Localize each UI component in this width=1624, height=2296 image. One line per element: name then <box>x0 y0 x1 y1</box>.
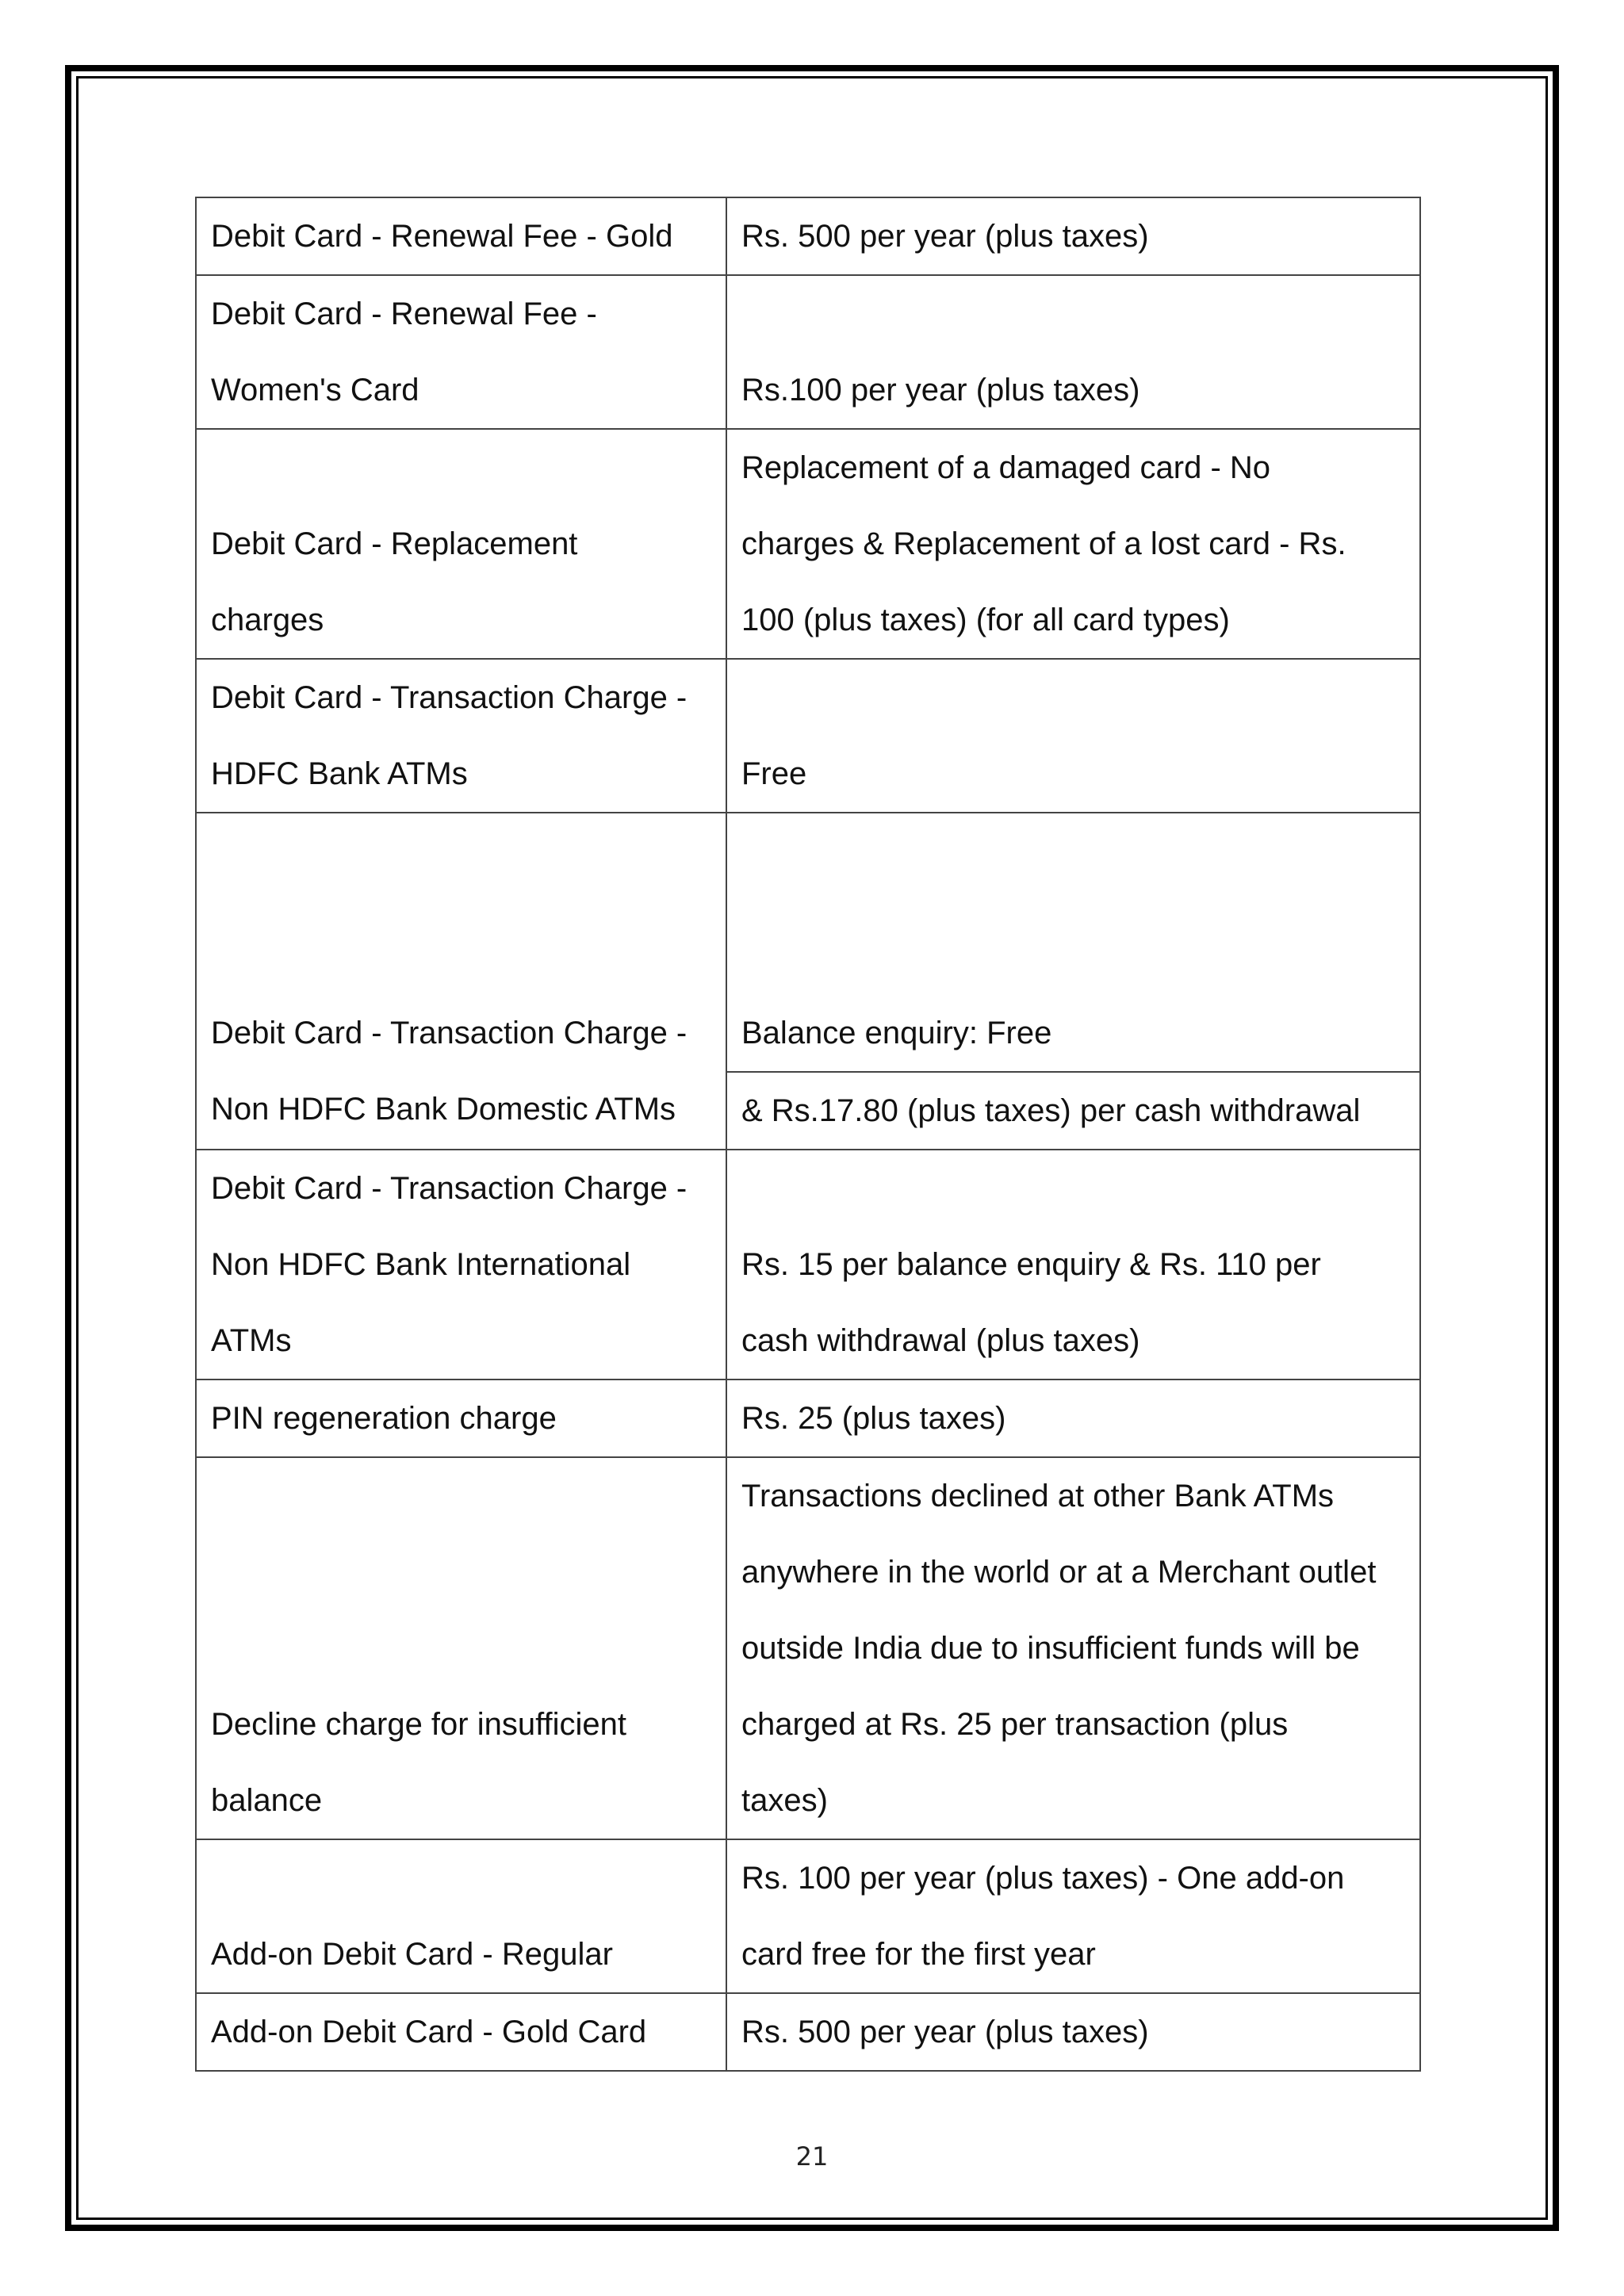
fee-value: Rs. 500 per year (plus taxes) <box>726 1993 1420 2071</box>
table-row <box>196 1993 1420 2071</box>
fee-value: Rs. 500 per year (plus taxes) <box>726 197 1420 275</box>
fee-value: Transactions declined at other Bank ATMs anywhere in the world or at a Merchant outlet outside India due to insufficient funds will be charged at Rs. 25 per transaction (plus taxes) <box>726 1457 1420 1839</box>
balance-enquiry-cell: Balance enquiry: Free <box>727 813 1419 1073</box>
page-number: 21 <box>795 2141 829 2172</box>
table-row <box>196 275 1420 429</box>
fee-value: Rs. 25 (plus taxes) <box>726 1380 1420 1457</box>
fee-value: Free <box>726 659 1420 813</box>
table-row <box>196 1380 1420 1457</box>
table-row <box>196 1839 1420 1993</box>
table-row <box>196 1457 1420 1839</box>
table-row <box>196 659 1420 813</box>
fee-label: Debit Card - Replacement charges <box>196 429 726 659</box>
fee-label: Debit Card - Transaction Charge - Non HDFC Bank Domestic ATMs <box>196 813 726 1150</box>
fee-value: Rs. 15 per balance enquiry & Rs. 110 per cash withdrawal (plus taxes) <box>726 1150 1420 1380</box>
fee-label: Decline charge for insufficient balance <box>196 1457 726 1839</box>
fee-value <box>726 813 1420 1150</box>
fee-value: Rs. 100 per year (plus taxes) - One add-on card free for the first year <box>726 1839 1420 1993</box>
fee-label: Debit Card - Transaction Charge - Non HDFC Bank International ATMs <box>196 1150 726 1380</box>
table-row <box>196 197 1420 275</box>
table-row <box>196 813 1420 1150</box>
fee-label: Debit Card - Transaction Charge - HDFC Bank ATMs <box>196 659 726 813</box>
fee-label: PIN regeneration charge <box>196 1380 726 1457</box>
fee-label: Add-on Debit Card - Regular <box>196 1839 726 1993</box>
fee-schedule-table <box>195 197 1421 2072</box>
fee-value: Replacement of a damaged card - No charges & Replacement of a lost card - Rs. 100 (plus taxes) (for all card types) <box>726 429 1420 659</box>
cash-withdrawal-cell: & Rs.17.80 (plus taxes) per cash withdrawal <box>741 1093 1361 1128</box>
fee-label: Debit Card - Renewal Fee - Women's Card <box>196 275 726 429</box>
fee-label: Add-on Debit Card - Gold Card <box>196 1993 726 2071</box>
fee-value: Rs.100 per year (plus taxes) <box>726 275 1420 429</box>
table-row <box>196 429 1420 659</box>
table-row <box>196 1150 1420 1380</box>
fee-label: Debit Card - Renewal Fee - Gold <box>196 197 726 275</box>
